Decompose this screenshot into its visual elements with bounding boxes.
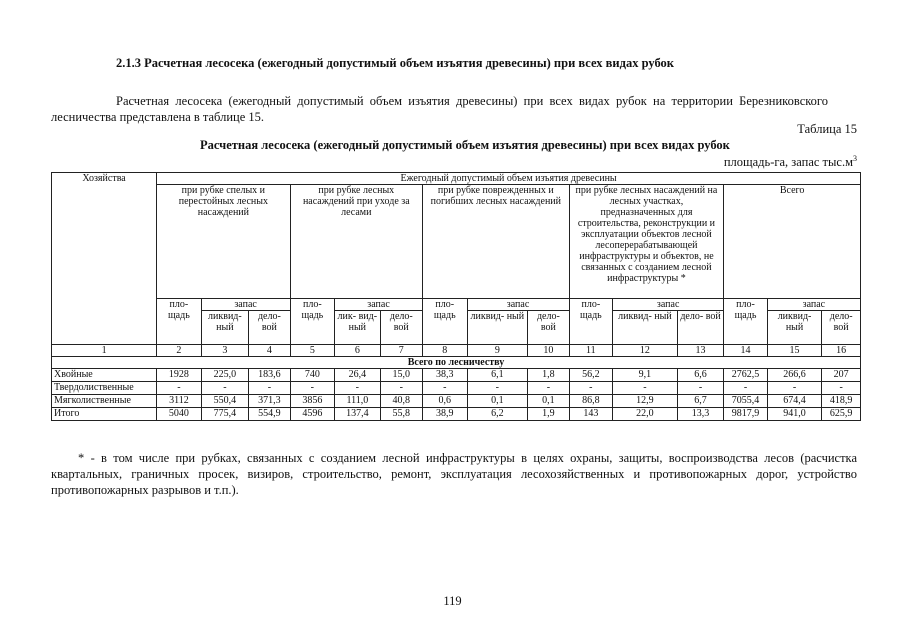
column-number-row <box>52 345 861 357</box>
header-main: Ежегодный допустимый объем изъятия древесины <box>157 173 861 185</box>
table-cell: 6,1 <box>467 369 528 382</box>
table-cell: - <box>528 382 569 395</box>
table-cell: 1,8 <box>528 369 569 382</box>
table-cell: - <box>201 382 249 395</box>
group-header: Всего <box>724 185 861 299</box>
table-cell: - <box>335 382 380 395</box>
intro-paragraph: Расчетная лесосека (ежегодный допустимый объем изъятия древесины) при всех видах рубок на территории Березниковского лесничества представлена в таблице 15. <box>51 94 828 124</box>
table-cell: 554,9 <box>249 408 290 421</box>
business-header: дело- вой <box>528 311 569 345</box>
liquid-header: ликвид- ный <box>613 311 678 345</box>
group-header: при рубке спелых и перестойных лесных насаждений <box>157 185 290 299</box>
table-cell: 371,3 <box>249 395 290 408</box>
business-header: дело- вой <box>249 311 290 345</box>
table-cell: - <box>724 382 767 395</box>
table-cell: 2762,5 <box>724 369 767 382</box>
business-header: дело- вой <box>822 311 861 345</box>
table-row <box>52 395 861 408</box>
table-cell: - <box>157 382 201 395</box>
table-cell: - <box>613 382 678 395</box>
group-header: при рубке лесных насаждений на лесных участках, предназначенных для строительства, реконструкции и эксплуатации объектов лесной лесоперерабатывающей инфраструктуры и объектов, не связанных с созданием лесной инфраструктуры * <box>569 185 724 299</box>
table-cell: 183,6 <box>249 369 290 382</box>
stock-header: запас <box>467 299 569 311</box>
table-label: Таблица 15 <box>797 122 857 136</box>
column-number: 14 <box>724 345 767 357</box>
footnote: * - в том числе при рубках, связанных с созданием лесной инфраструктуры в целях охраны, защиты, воспроизводства лесов (расчистка квартальных, граничных просек, визиров, строительство, ремонт, эксплуатация лесохозяйственных и противопожарных дорог, устройство противопожарных разрывов и т.п.). <box>51 451 857 497</box>
table-cell: 15,0 <box>380 369 422 382</box>
table-cell: 40,8 <box>380 395 422 408</box>
column-number: 11 <box>569 345 612 357</box>
table-cell: 111,0 <box>335 395 380 408</box>
table-body <box>52 369 861 421</box>
business-header: дело- вой <box>677 311 724 345</box>
stock-header: запас <box>201 299 290 311</box>
allowable-cut-table <box>51 172 861 421</box>
table-cell: 55,8 <box>380 408 422 421</box>
liquid-header: ликвид- ный <box>467 311 528 345</box>
table-cell: - <box>569 382 612 395</box>
table-cell: 550,4 <box>201 395 249 408</box>
column-number: 12 <box>613 345 678 357</box>
units-superscript: 3 <box>853 154 857 163</box>
table-cell: 775,4 <box>201 408 249 421</box>
column-number: 1 <box>52 345 157 357</box>
table-cell: 6,6 <box>677 369 724 382</box>
table-cell: 12,9 <box>613 395 678 408</box>
column-number: 5 <box>290 345 334 357</box>
table-cell: 0,1 <box>467 395 528 408</box>
table-cell: 6,7 <box>677 395 724 408</box>
table-cell: - <box>290 382 334 395</box>
table-cell: 3112 <box>157 395 201 408</box>
group-header: при рубке поврежденных и погибших лесных насаждений <box>423 185 570 299</box>
table-cell: 418,9 <box>822 395 861 408</box>
table-cell: 225,0 <box>201 369 249 382</box>
column-number: 8 <box>423 345 467 357</box>
table-cell: 56,2 <box>569 369 612 382</box>
table-title: Расчетная лесосека (ежегодный допустимый объем изъятия древесины) при всех видах рубок <box>200 138 730 152</box>
table-cell: 6,2 <box>467 408 528 421</box>
table-cell: - <box>423 382 467 395</box>
area-header: пло- щадь <box>290 299 334 345</box>
column-number: 6 <box>335 345 380 357</box>
table-cell: 26,4 <box>335 369 380 382</box>
table-cell: 5040 <box>157 408 201 421</box>
stock-header: запас <box>767 299 860 311</box>
column-number: 13 <box>677 345 724 357</box>
table-cell: 4596 <box>290 408 334 421</box>
column-number: 7 <box>380 345 422 357</box>
table-cell: 143 <box>569 408 612 421</box>
table-cell: 38,3 <box>423 369 467 382</box>
column-number: 15 <box>767 345 822 357</box>
table-cell: - <box>767 382 822 395</box>
header-farms: Хозяйства <box>52 173 157 345</box>
table-cell: 86,8 <box>569 395 612 408</box>
page-number: 119 <box>443 594 462 608</box>
table-cell: 13,3 <box>677 408 724 421</box>
table-row <box>52 382 861 395</box>
units-text: площадь-га, запас тыс.м <box>723 155 853 170</box>
table-cell: 0,6 <box>423 395 467 408</box>
table-cell: 137,4 <box>335 408 380 421</box>
area-header: пло- щадь <box>569 299 612 345</box>
units-note <box>724 154 857 170</box>
table-cell: 674,4 <box>767 395 822 408</box>
group-header: при рубке лесных насаждений при уходе за лесами <box>290 185 422 299</box>
table-cell: 7055,4 <box>724 395 767 408</box>
column-number: 2 <box>157 345 201 357</box>
liquid-header: ликвид- ный <box>201 311 249 345</box>
table-cell: 1928 <box>157 369 201 382</box>
table-cell: 266,6 <box>767 369 822 382</box>
area-header: пло- щадь <box>157 299 201 345</box>
table-cell: 625,9 <box>822 408 861 421</box>
table-cell: 207 <box>822 369 861 382</box>
table-cell: - <box>249 382 290 395</box>
area-header: пло- щадь <box>423 299 467 345</box>
liquid-header: ликвид- ный <box>767 311 822 345</box>
section-heading: 2.1.3 Расчетная лесосека (ежегодный допустимый объем изъятия древесины) при всех видах рубок <box>116 56 674 70</box>
table-cell: 941,0 <box>767 408 822 421</box>
liquid-header: лик- вид- ный <box>335 311 380 345</box>
table-cell: 9817,9 <box>724 408 767 421</box>
stock-header: запас <box>335 299 423 311</box>
row-label: Хвойные <box>52 369 157 382</box>
section-row: Всего по лесничеству <box>52 357 861 369</box>
row-label: Итого <box>52 408 157 421</box>
column-number: 3 <box>201 345 249 357</box>
table-cell: 1,9 <box>528 408 569 421</box>
row-label: Твердолиственные <box>52 382 157 395</box>
business-header: дело- вой <box>380 311 422 345</box>
table-row <box>52 369 861 382</box>
column-number: 9 <box>467 345 528 357</box>
table-cell: 22,0 <box>613 408 678 421</box>
row-label: Мягколиственные <box>52 395 157 408</box>
table-row <box>52 408 861 421</box>
stock-header: запас <box>613 299 724 311</box>
table-cell: 0,1 <box>528 395 569 408</box>
table-cell: - <box>467 382 528 395</box>
column-number: 10 <box>528 345 569 357</box>
column-number: 16 <box>822 345 861 357</box>
table-cell: 3856 <box>290 395 334 408</box>
area-header: пло- щадь <box>724 299 767 345</box>
table-cell: 740 <box>290 369 334 382</box>
table-cell: - <box>677 382 724 395</box>
table-cell: 9,1 <box>613 369 678 382</box>
table-cell: - <box>822 382 861 395</box>
table-cell: - <box>380 382 422 395</box>
column-number: 4 <box>249 345 290 357</box>
table-cell: 38,9 <box>423 408 467 421</box>
